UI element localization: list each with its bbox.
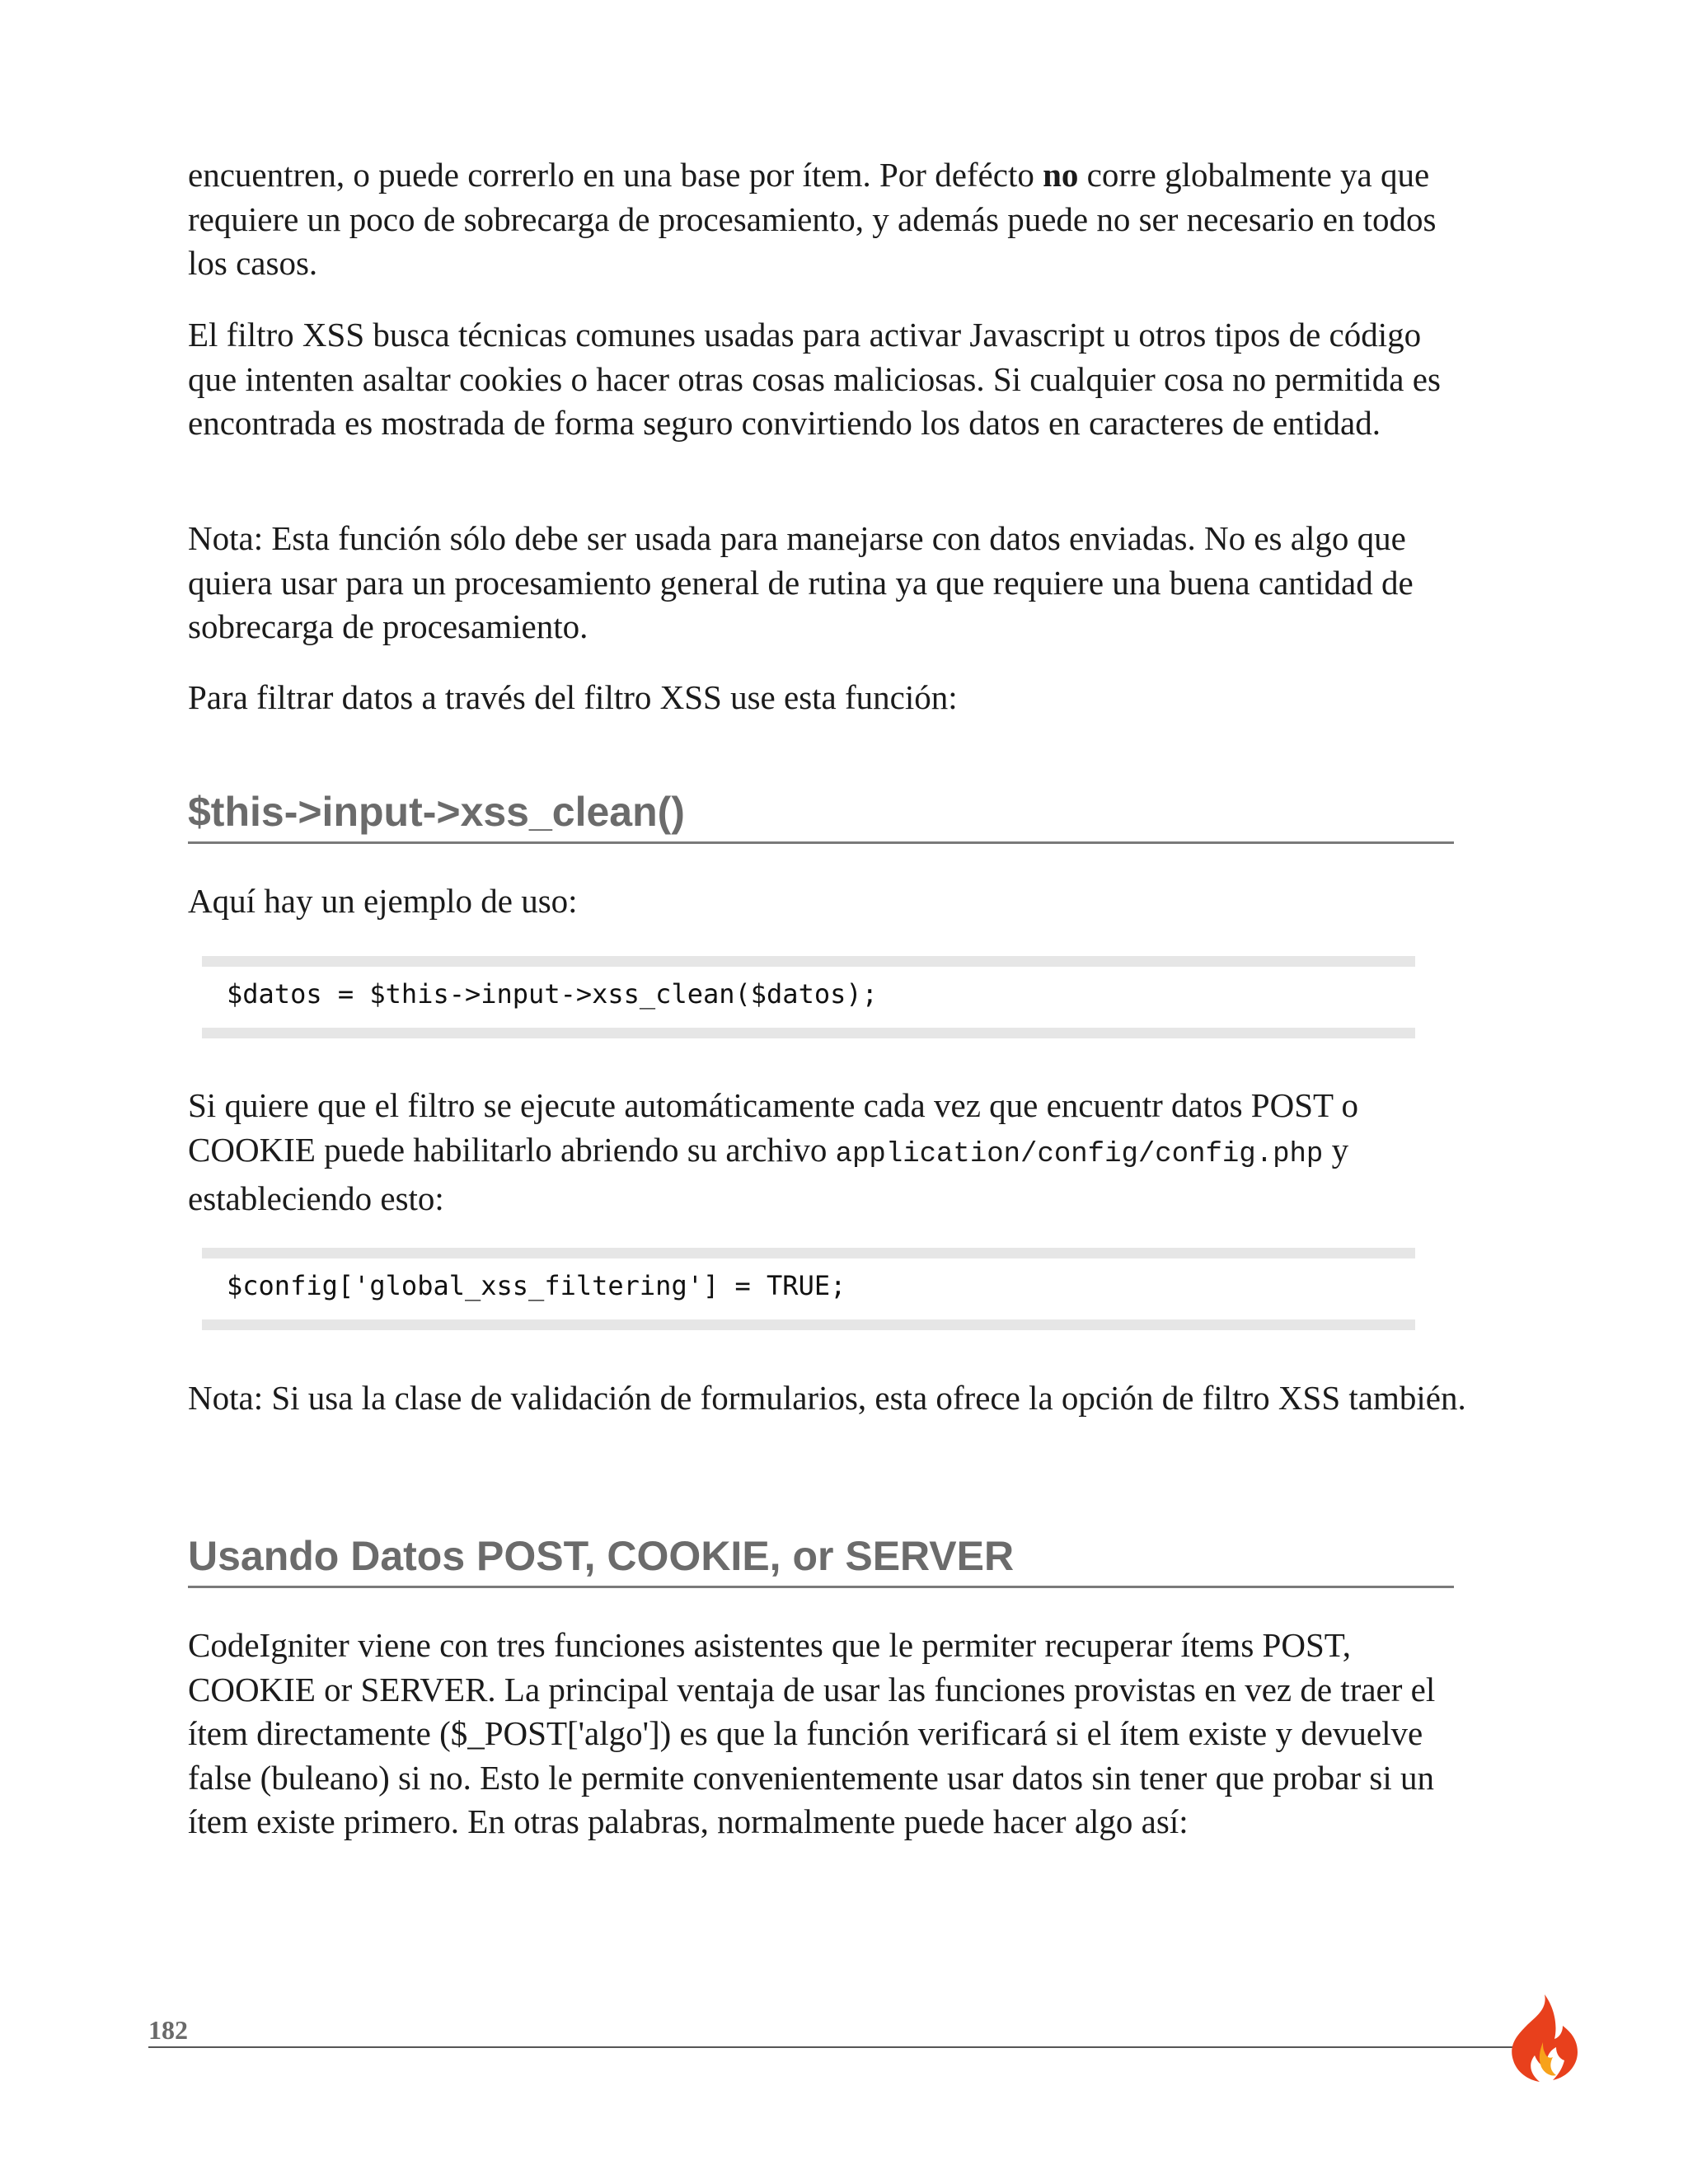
code-block-config: [202, 1248, 1415, 1330]
paragraph-xss-default: [188, 153, 1474, 286]
paragraph-text: corre globalmente ya que requiere un poco de sobrecarga de procesamiento, y además puede no ser necesario en todos los casos.: [188, 156, 1437, 282]
paragraph-filter-intro: Para filtrar datos a través del filtro XSS use esta función:: [188, 678, 958, 716]
page-number: 182: [148, 2015, 188, 2045]
code-line: $datos = $this->input->xss_clean($datos);: [227, 978, 878, 1010]
section-heading-post-cookie-server: Usando Datos POST, COOKIE, or SERVER: [188, 1531, 1454, 1588]
footer-divider: [148, 2046, 1512, 2048]
section-heading-xss-clean: $this->input->xss_clean(): [188, 787, 1454, 844]
paragraph-note-2: Nota: Si usa la clase de validación de formularios, esta ofrece la opción de filtro XSS también.: [188, 1379, 1466, 1417]
paragraph-note-1: Nota: Esta función sólo debe ser usada para manejarse con datos enviadas. No es algo que quiera usar para un procesamiento general de rutina ya que requiere una buena cantidad de sobrecarga de procesamiento.: [188, 519, 1414, 645]
paragraph-text: Si quiere que el filtro se ejecute automáticamente cada vez que encuentr datos POST o COOKIE puede habilitarlo abriendo su archivo: [188, 1086, 1359, 1169]
paragraph-example-intro: Aquí hay un ejemplo de uso:: [188, 882, 578, 920]
code-block-xss-clean: [202, 956, 1415, 1038]
paragraph-auto-filter: [188, 1084, 1474, 1221]
bold-text: no: [1043, 156, 1079, 194]
paragraph-text: encuentren, o puede correrlo en una base por ítem. Por defécto: [188, 156, 1043, 194]
paragraph-text: y estableciendo esto:: [188, 1130, 1349, 1217]
inline-code-path: application/config/config.php: [835, 1138, 1324, 1170]
paragraph-codeigniter-helpers: CodeIgniter viene con tres funciones asistentes que le permiter recuperar ítems POST, COOKIE or SERVER. La principal ventaja de usar las funciones provistas en vez de traer el ítem directamente ($_POST['algo']) es que la función verificará si el ítem existe y devuelve false (buleano) si no. Esto le permite convenientemente usar datos sin tener que probar si un ítem existe primero. En otras palabras, normalmente puede hacer algo así:: [188, 1626, 1436, 1840]
codeigniter-flame-icon: [1502, 1993, 1581, 2083]
code-line: $config['global_xss_filtering'] = TRUE;: [227, 1270, 846, 1301]
paragraph-xss-filter: El filtro XSS busca técnicas comunes usadas para activar Javascript u otros tipos de código que intenten asaltar cookies o hacer otras cosas maliciosas. Si cualquier cosa no permitida es encontrada es mostrada de forma seguro convirtiendo los datos en caracteres de entidad.: [188, 316, 1441, 442]
